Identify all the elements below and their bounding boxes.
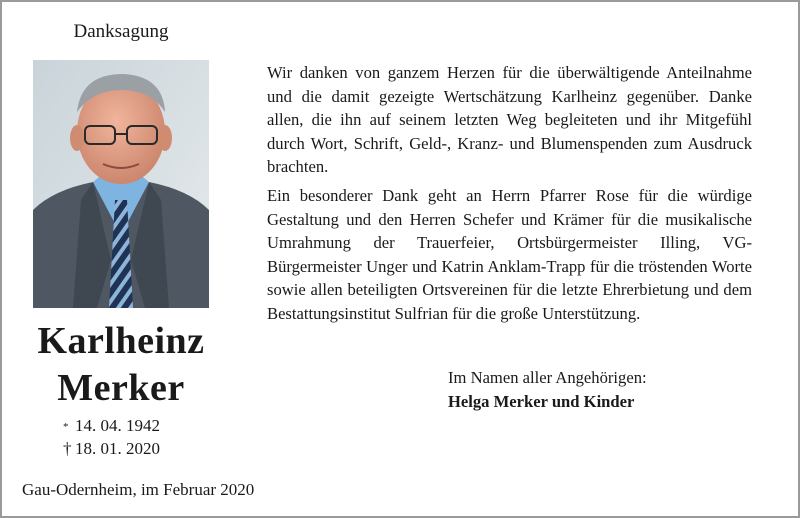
death-date: 18. 01. 2020 [75, 439, 160, 458]
birth-star-icon: * [63, 421, 69, 433]
portrait-photo [33, 60, 209, 308]
signature-block [448, 366, 647, 413]
life-dates [63, 414, 160, 460]
thanks-text [267, 61, 752, 331]
thanks-paragraph-2: Ein besonderer Dank geht an Herrn Pfarrer Rose für die würdige Gestaltung und den Herren Schefer und Krämer für die musikalische Umrahmung der Trauerfeier, Ortsbürgermeister Illing, VG-Bürgermeister Unger und Katrin Anklam-Trapp für die tröstenden Worte sowie allen beteiligten Ortsvereinen für die letzte Ehrerbietung und dem Bestattungsinstitut Sulfrian für die große Unterstützung. [267, 185, 752, 323]
place-date: Gau-Odernheim, im Februar 2020 [22, 480, 255, 499]
thanks-paragraph-1: Wir danken von ganzem Herzen für die überwältigende Anteilnahme und die damit gezeigte Wertschätzung Karlheinz gegenüber. Danke allen, die ihn auf seinem letzten Weg begleiteten und ihr Mitgefühl durch Wort, Schrift, Geld-, Kranz- und Blumenspenden zum Ausdruck brachten. [267, 63, 752, 177]
last-name: Merker [57, 367, 185, 409]
first-name: Karlheinz [37, 320, 205, 362]
birth-date-line [63, 414, 160, 437]
signature-line: Im Namen aller Angehörigen: [448, 368, 647, 387]
signature-name: Helga Merker und Kinder [448, 391, 635, 411]
death-cross-icon: † [63, 439, 72, 458]
notice-heading: Danksagung [73, 21, 169, 42]
death-date-line [63, 437, 160, 460]
birth-date: 14. 04. 1942 [75, 416, 160, 435]
